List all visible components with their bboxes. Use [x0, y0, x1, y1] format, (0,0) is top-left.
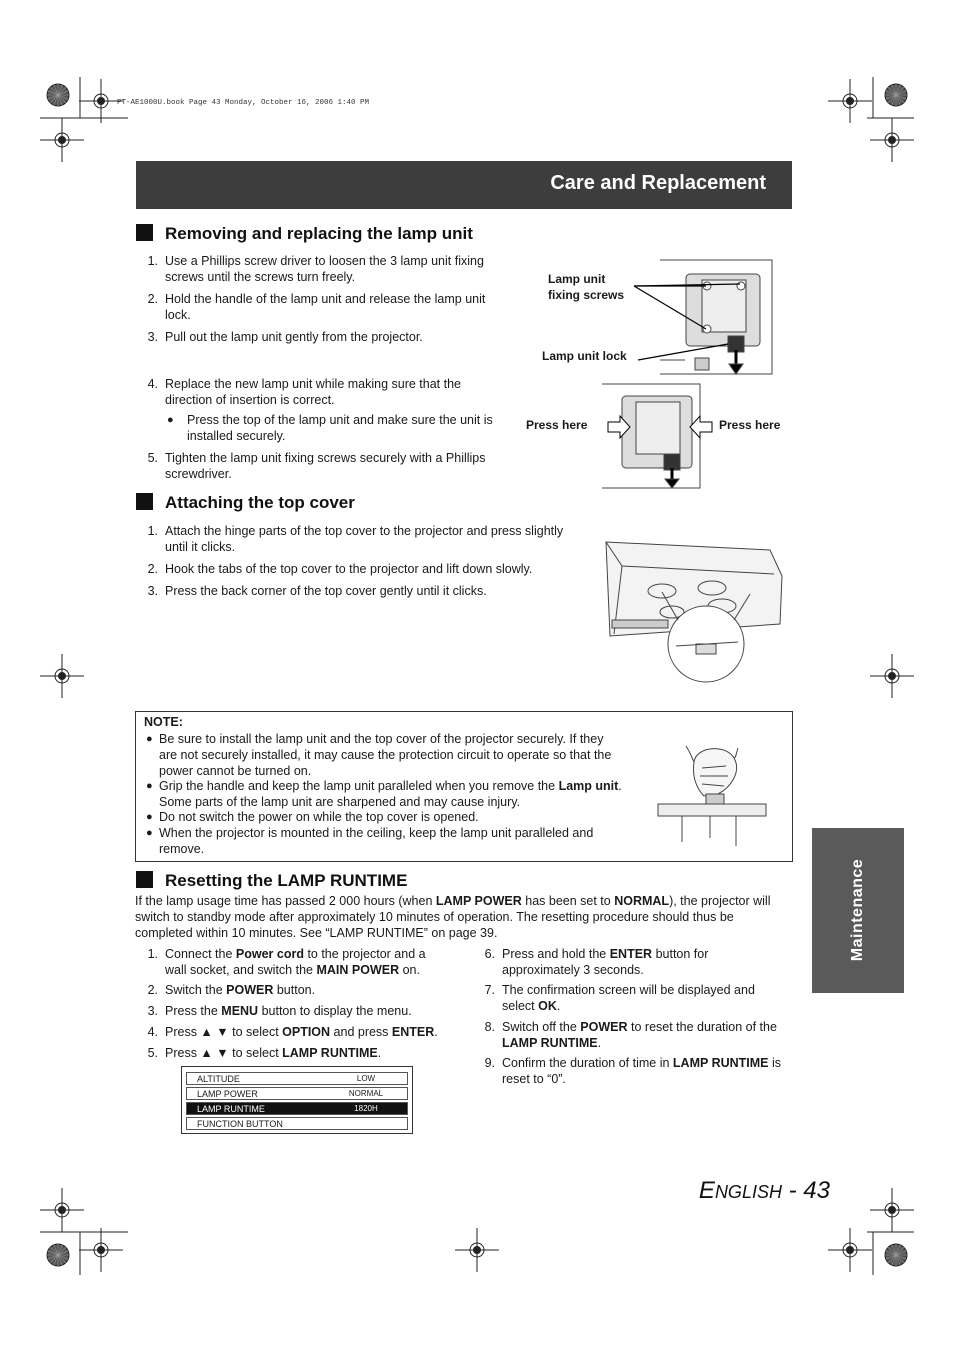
- menu-key: LAMP POWER: [197, 1089, 258, 1099]
- heading-square-icon: [136, 224, 153, 241]
- step-number: 5.: [147, 1046, 158, 1060]
- press-here-right-label: Press here: [719, 418, 781, 432]
- step-number: 7.: [484, 983, 495, 997]
- list-item: [136, 1003, 456, 1021]
- fixing-screws-label: Lamp unit fixing screws: [548, 272, 625, 302]
- step-number: 6.: [484, 947, 495, 961]
- step-number: 3.: [147, 1004, 158, 1018]
- page-title: Care and Replacement: [550, 172, 766, 194]
- list-item: [136, 376, 516, 410]
- top-cover-figure: [602, 536, 787, 686]
- bullet-icon: ●: [146, 811, 153, 823]
- step-number: 1.: [147, 524, 158, 538]
- step-number: 2.: [147, 983, 158, 997]
- menu-row-lamp-runtime: [186, 1102, 408, 1115]
- list-item: [136, 583, 596, 601]
- list-item: [136, 561, 596, 579]
- reset-section-heading: [136, 871, 407, 891]
- list-item: [136, 523, 596, 557]
- step-text: Replace the new lamp unit while making sure that the direction of insertion is correct.: [165, 377, 461, 407]
- step-number: 4.: [147, 377, 158, 391]
- note-text: Be sure to install the lamp unit and the top cover of the projector securely. If they are not securely installed, it may cause the protection circuit to operate so that the power cannot be turned on.: [159, 732, 612, 778]
- section-header-bar: [136, 161, 792, 209]
- step-number: 1.: [147, 947, 158, 961]
- menu-value: LOW: [356, 1074, 376, 1083]
- note-text: When the projector is mounted in the ceiling, keep the lamp unit paralleled and remove.: [159, 826, 594, 856]
- list-item: [136, 291, 516, 325]
- step-text: Press ▲ ▼ to select OPTION and press ENTER.: [165, 1025, 438, 1039]
- bullet-icon: ●: [146, 827, 153, 839]
- step-number: 8.: [484, 1020, 495, 1034]
- page-number: ENGLISH - 43: [698, 1177, 830, 1204]
- step-text: Connect the Power cord to the projector and a wall socket, and switch the MAIN POWER on.: [165, 947, 426, 977]
- step-text: Press the back corner of the top cover gently until it clicks.: [165, 584, 487, 598]
- step-text: Attach the hinge parts of the top cover to the projector and press slightly until it clicks.: [165, 524, 564, 554]
- step-number: 3.: [147, 330, 158, 344]
- note-text: Grip the handle and keep the lamp unit paralleled when you remove the Lamp unit. Some parts of the lamp unit are sharpened and may cause injury.: [159, 779, 622, 809]
- step-number: 2.: [147, 562, 158, 576]
- step-text: Hold the handle of the lamp unit and release the lamp unit lock.: [165, 292, 486, 322]
- list-item: [136, 1024, 456, 1042]
- side-tab: [812, 828, 904, 993]
- note-title: NOTE:: [144, 715, 183, 729]
- note-bullet: [146, 731, 646, 781]
- bullet-text: Press the top of the lamp unit and make sure the unit is installed securely.: [187, 413, 493, 443]
- note-box: [135, 711, 793, 862]
- step-text: The confirmation screen will be displayed and select OK.: [502, 983, 755, 1013]
- step-number: 2.: [147, 292, 158, 306]
- list-item: [136, 946, 456, 980]
- list-item: [473, 946, 793, 980]
- cover-heading-text: Attaching the top cover: [165, 493, 355, 512]
- list-item: [473, 982, 793, 1016]
- menu-value: NORMAL: [348, 1089, 384, 1098]
- step-text: Switch the POWER button.: [165, 983, 316, 997]
- menu-key: LAMP RUNTIME: [197, 1104, 265, 1114]
- note-bullet: [146, 778, 656, 812]
- note-bullet: [146, 825, 646, 859]
- lamp-section-heading: [136, 224, 473, 244]
- menu-value: 1820H: [354, 1104, 378, 1113]
- list-item: [473, 1019, 793, 1053]
- step-text: Confirm the duration of time in LAMP RUNTIME is reset to “0”.: [502, 1056, 782, 1086]
- bullet-icon: ●: [146, 733, 153, 745]
- menu-row-function-button: [186, 1117, 408, 1130]
- list-item: [136, 329, 516, 347]
- step-text: Use a Phillips screw driver to loosen the 3 lamp unit fixing screws until the screws turn freely.: [165, 254, 484, 284]
- bullet-icon: ●: [167, 414, 174, 426]
- step-number: 9.: [484, 1056, 495, 1070]
- reset-heading-text: Resetting the LAMP RUNTIME: [165, 871, 408, 890]
- menu-key: ALTITUDE: [197, 1074, 240, 1084]
- heading-square-icon: [136, 493, 153, 510]
- list-item: [136, 450, 516, 484]
- step-text: Tighten the lamp unit fixing screws securely with a Phillips screwdriver.: [165, 451, 486, 481]
- bullet-item: [167, 412, 517, 446]
- menu-key: FUNCTION BUTTON: [197, 1119, 283, 1129]
- step-number: 3.: [147, 584, 158, 598]
- bullet-icon: ●: [146, 780, 153, 792]
- side-tab-label: Maintenance: [849, 858, 866, 962]
- lamp-heading-text: Removing and replacing the lamp unit: [165, 224, 473, 243]
- heading-square-icon: [136, 871, 153, 888]
- cover-section-heading: [136, 493, 355, 513]
- list-item: [136, 1045, 456, 1063]
- file-info: PT-AE1000U.book Page 43 Monday, October 16, 2006 1:40 PM: [117, 99, 370, 107]
- step-text: Hook the tabs of the top cover to the projector and lift down slowly.: [165, 562, 533, 576]
- step-text: Press ▲ ▼ to select LAMP RUNTIME.: [165, 1046, 382, 1060]
- note-text: Do not switch the power on while the top cover is opened.: [159, 810, 479, 824]
- step-text: Switch off the POWER to reset the duration of the LAMP RUNTIME.: [502, 1020, 777, 1050]
- step-number: 1.: [147, 254, 158, 268]
- step-text: Pull out the lamp unit gently from the projector.: [165, 330, 423, 344]
- step-text: Press the MENU button to display the menu.: [165, 1004, 412, 1018]
- step-number: 5.: [147, 451, 158, 465]
- lamp-unit-press-figure: [600, 382, 720, 492]
- hand-gripping-lamp-figure: [656, 742, 776, 852]
- list-item: [136, 982, 456, 1000]
- list-item: [136, 253, 516, 287]
- step-text: Press and hold the ENTER button for approximately 3 seconds.: [502, 947, 709, 977]
- lamp-unit-lock-label: Lamp unit lock: [542, 349, 627, 363]
- step-number: 4.: [147, 1025, 158, 1039]
- menu-row-lamp-power: [186, 1087, 408, 1100]
- list-item: [473, 1055, 793, 1089]
- reset-intro: If the lamp usage time has passed 2 000 hours (when LAMP POWER has been set to NORMAL), the projector will switch to standby mode after approximately 10 minutes of operation. The resetting procedure should thus be completed within 10 minutes. See “LAMP RUNTIME” on page 39.: [135, 894, 771, 940]
- menu-row-altitude: [186, 1072, 408, 1085]
- option-menu-screenshot: [181, 1066, 413, 1134]
- press-here-left-label: Press here: [526, 418, 588, 432]
